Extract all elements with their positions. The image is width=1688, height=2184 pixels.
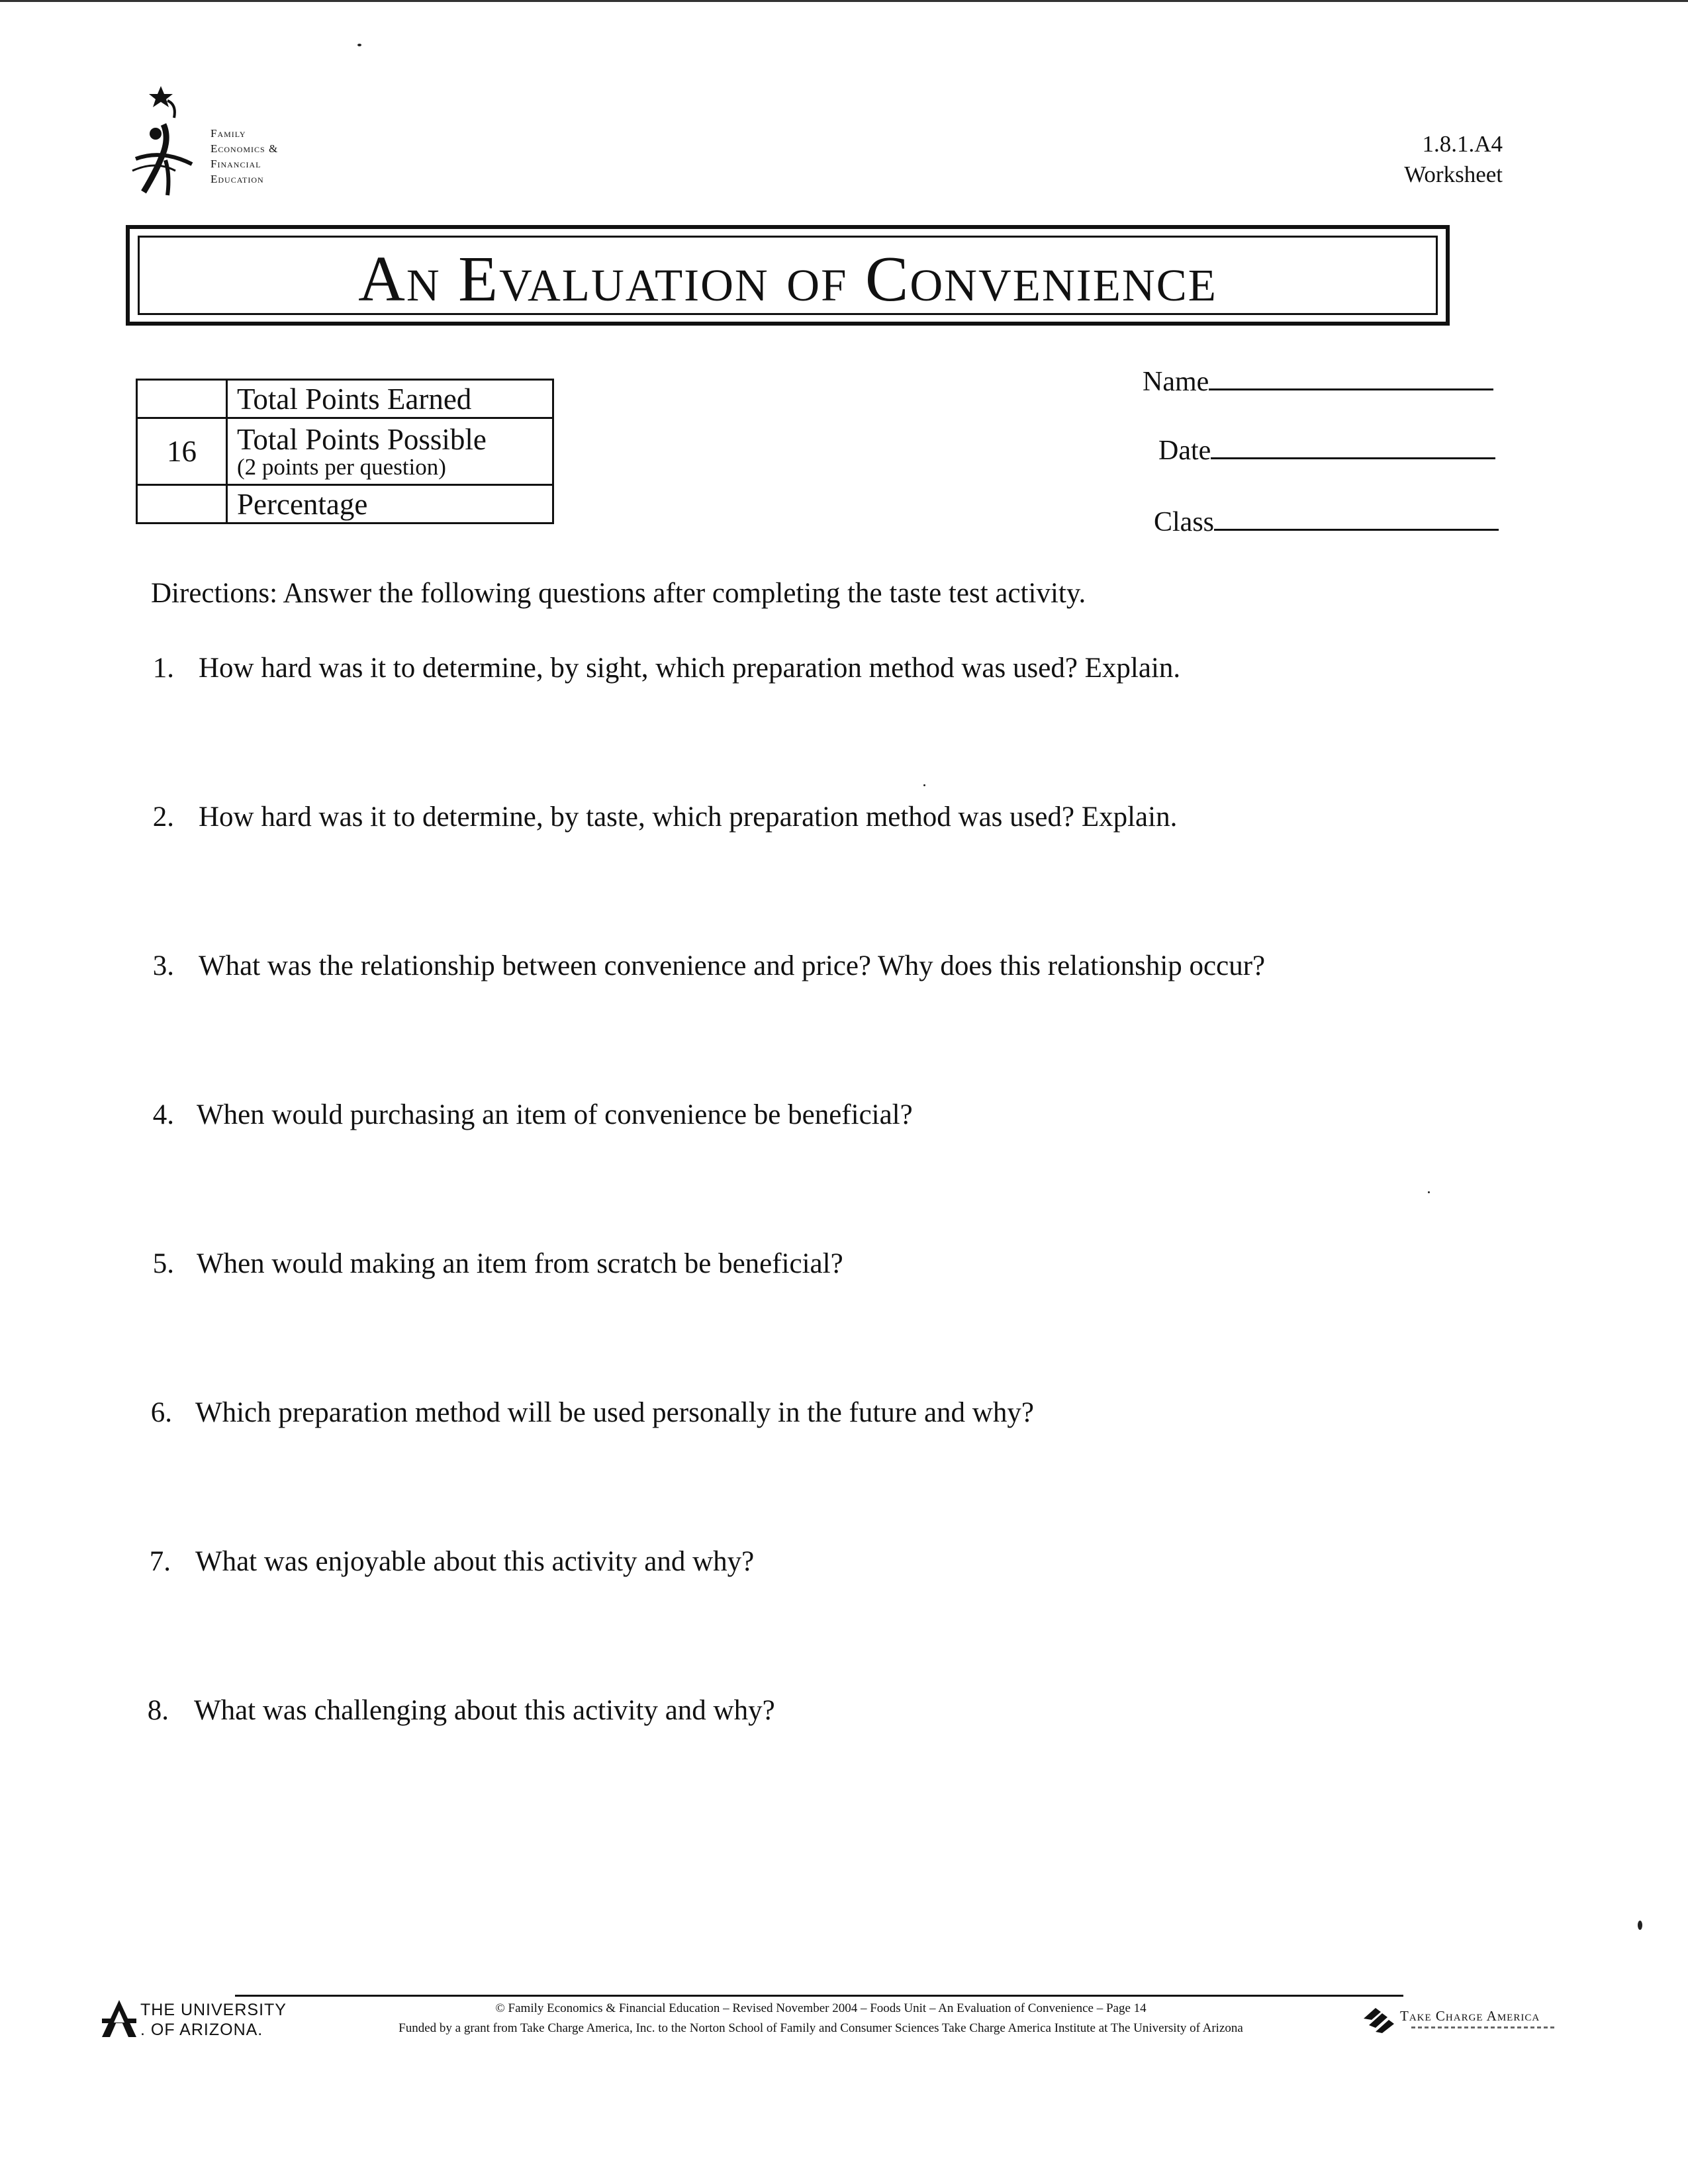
- document-code: 1.8.1.A4: [1422, 131, 1503, 157]
- footer-rule: [235, 1995, 1403, 1997]
- points-possible-cell: [227, 418, 553, 485]
- footer-credits: [301, 1999, 1340, 2038]
- scan-edge: [0, 0, 1688, 2]
- date-label: Date: [1158, 435, 1211, 466]
- ua-line: . OF ARIZONA.: [140, 2021, 263, 2039]
- fefe-logo-text: [211, 126, 278, 187]
- question-number: 2.: [152, 801, 174, 833]
- speck: [1638, 1921, 1642, 1930]
- university-of-arizona-logo-icon: [99, 1999, 139, 2038]
- directions-text: Directions: Answer the following questions after completing the taste test activity.: [151, 578, 1086, 609]
- footer-funding: Funded by a grant from Take Charge America, Inc. to the Norton School of Family and Consumer Sciences Take Charge America Institute at The University of Arizona: [399, 2021, 1243, 2035]
- question-text: What was the relationship between convenience and price? Why does this relationship occur?: [199, 950, 1266, 981]
- points-earned-label: Total Points Earned: [227, 380, 553, 418]
- question-text: How hard was it to determine, by sight, which preparation method was used? Explain.: [199, 653, 1181, 684]
- take-charge-america-tagline: [1411, 2026, 1556, 2028]
- ua-line: THE UNIVERSITY: [140, 2001, 287, 2019]
- name-field: [1143, 366, 1493, 398]
- table-row: [137, 380, 553, 418]
- question-number: 4.: [152, 1099, 174, 1130]
- logo-line: Economics &: [211, 142, 279, 155]
- document-type: Worksheet: [1404, 161, 1503, 187]
- class-input-line[interactable]: [1214, 508, 1499, 531]
- question-number: 3.: [152, 950, 174, 981]
- speck: [923, 784, 925, 786]
- points-possible-label: Total Points Possible: [237, 423, 487, 456]
- name-input-line[interactable]: [1209, 367, 1493, 390]
- title-inner-frame: [138, 236, 1438, 315]
- class-field: [1154, 506, 1499, 538]
- question-number: 6.: [150, 1397, 172, 1428]
- document-code-block: [1404, 129, 1503, 190]
- title-box: [126, 225, 1450, 326]
- table-row: [137, 418, 553, 485]
- question-number: 8.: [147, 1695, 169, 1726]
- percentage-label: Percentage: [227, 485, 553, 523]
- points-earned-value[interactable]: [137, 380, 227, 418]
- logo-line: Family: [211, 127, 246, 140]
- take-charge-america-text: Take Charge America: [1400, 2008, 1540, 2024]
- question-number: 1.: [152, 653, 174, 684]
- question-text: When would purchasing an item of convenience be beneficial?: [197, 1099, 913, 1130]
- question-text: What was challenging about this activity and why?: [194, 1695, 775, 1726]
- points-possible-value: 16: [137, 418, 227, 485]
- take-charge-america-logo-icon: [1362, 2005, 1395, 2034]
- university-of-arizona-text: [140, 2000, 287, 2040]
- question-text: What was enjoyable about this activity and why?: [195, 1546, 755, 1577]
- date-input-line[interactable]: [1211, 436, 1495, 459]
- class-label: Class: [1154, 507, 1215, 537]
- points-table: [136, 379, 554, 524]
- speck: [357, 44, 361, 46]
- points-possible-note: (2 points per question): [237, 454, 446, 480]
- table-row: [137, 485, 553, 523]
- logo-line: Education: [211, 173, 264, 185]
- question-text: How hard was it to determine, by taste, which preparation method was used? Explain.: [199, 801, 1178, 833]
- question-text: When would making an item from scratch be beneficial?: [197, 1248, 843, 1279]
- page-title: An Evaluation of Convenience: [358, 244, 1217, 315]
- question-number: 7.: [149, 1546, 171, 1577]
- percentage-value[interactable]: [137, 485, 227, 523]
- speck: [1428, 1191, 1430, 1193]
- footer-copyright: © Family Economics & Financial Education – Revised November 2004 – Foods Unit – An Evaluation of Convenience – Page 14: [495, 2001, 1147, 2015]
- question-text: Which preparation method will be used personally in the future and why?: [195, 1397, 1034, 1428]
- date-field: [1158, 435, 1495, 467]
- question-number: 5.: [152, 1248, 174, 1279]
- name-label: Name: [1143, 367, 1209, 397]
- logo-line: Financial: [211, 158, 261, 170]
